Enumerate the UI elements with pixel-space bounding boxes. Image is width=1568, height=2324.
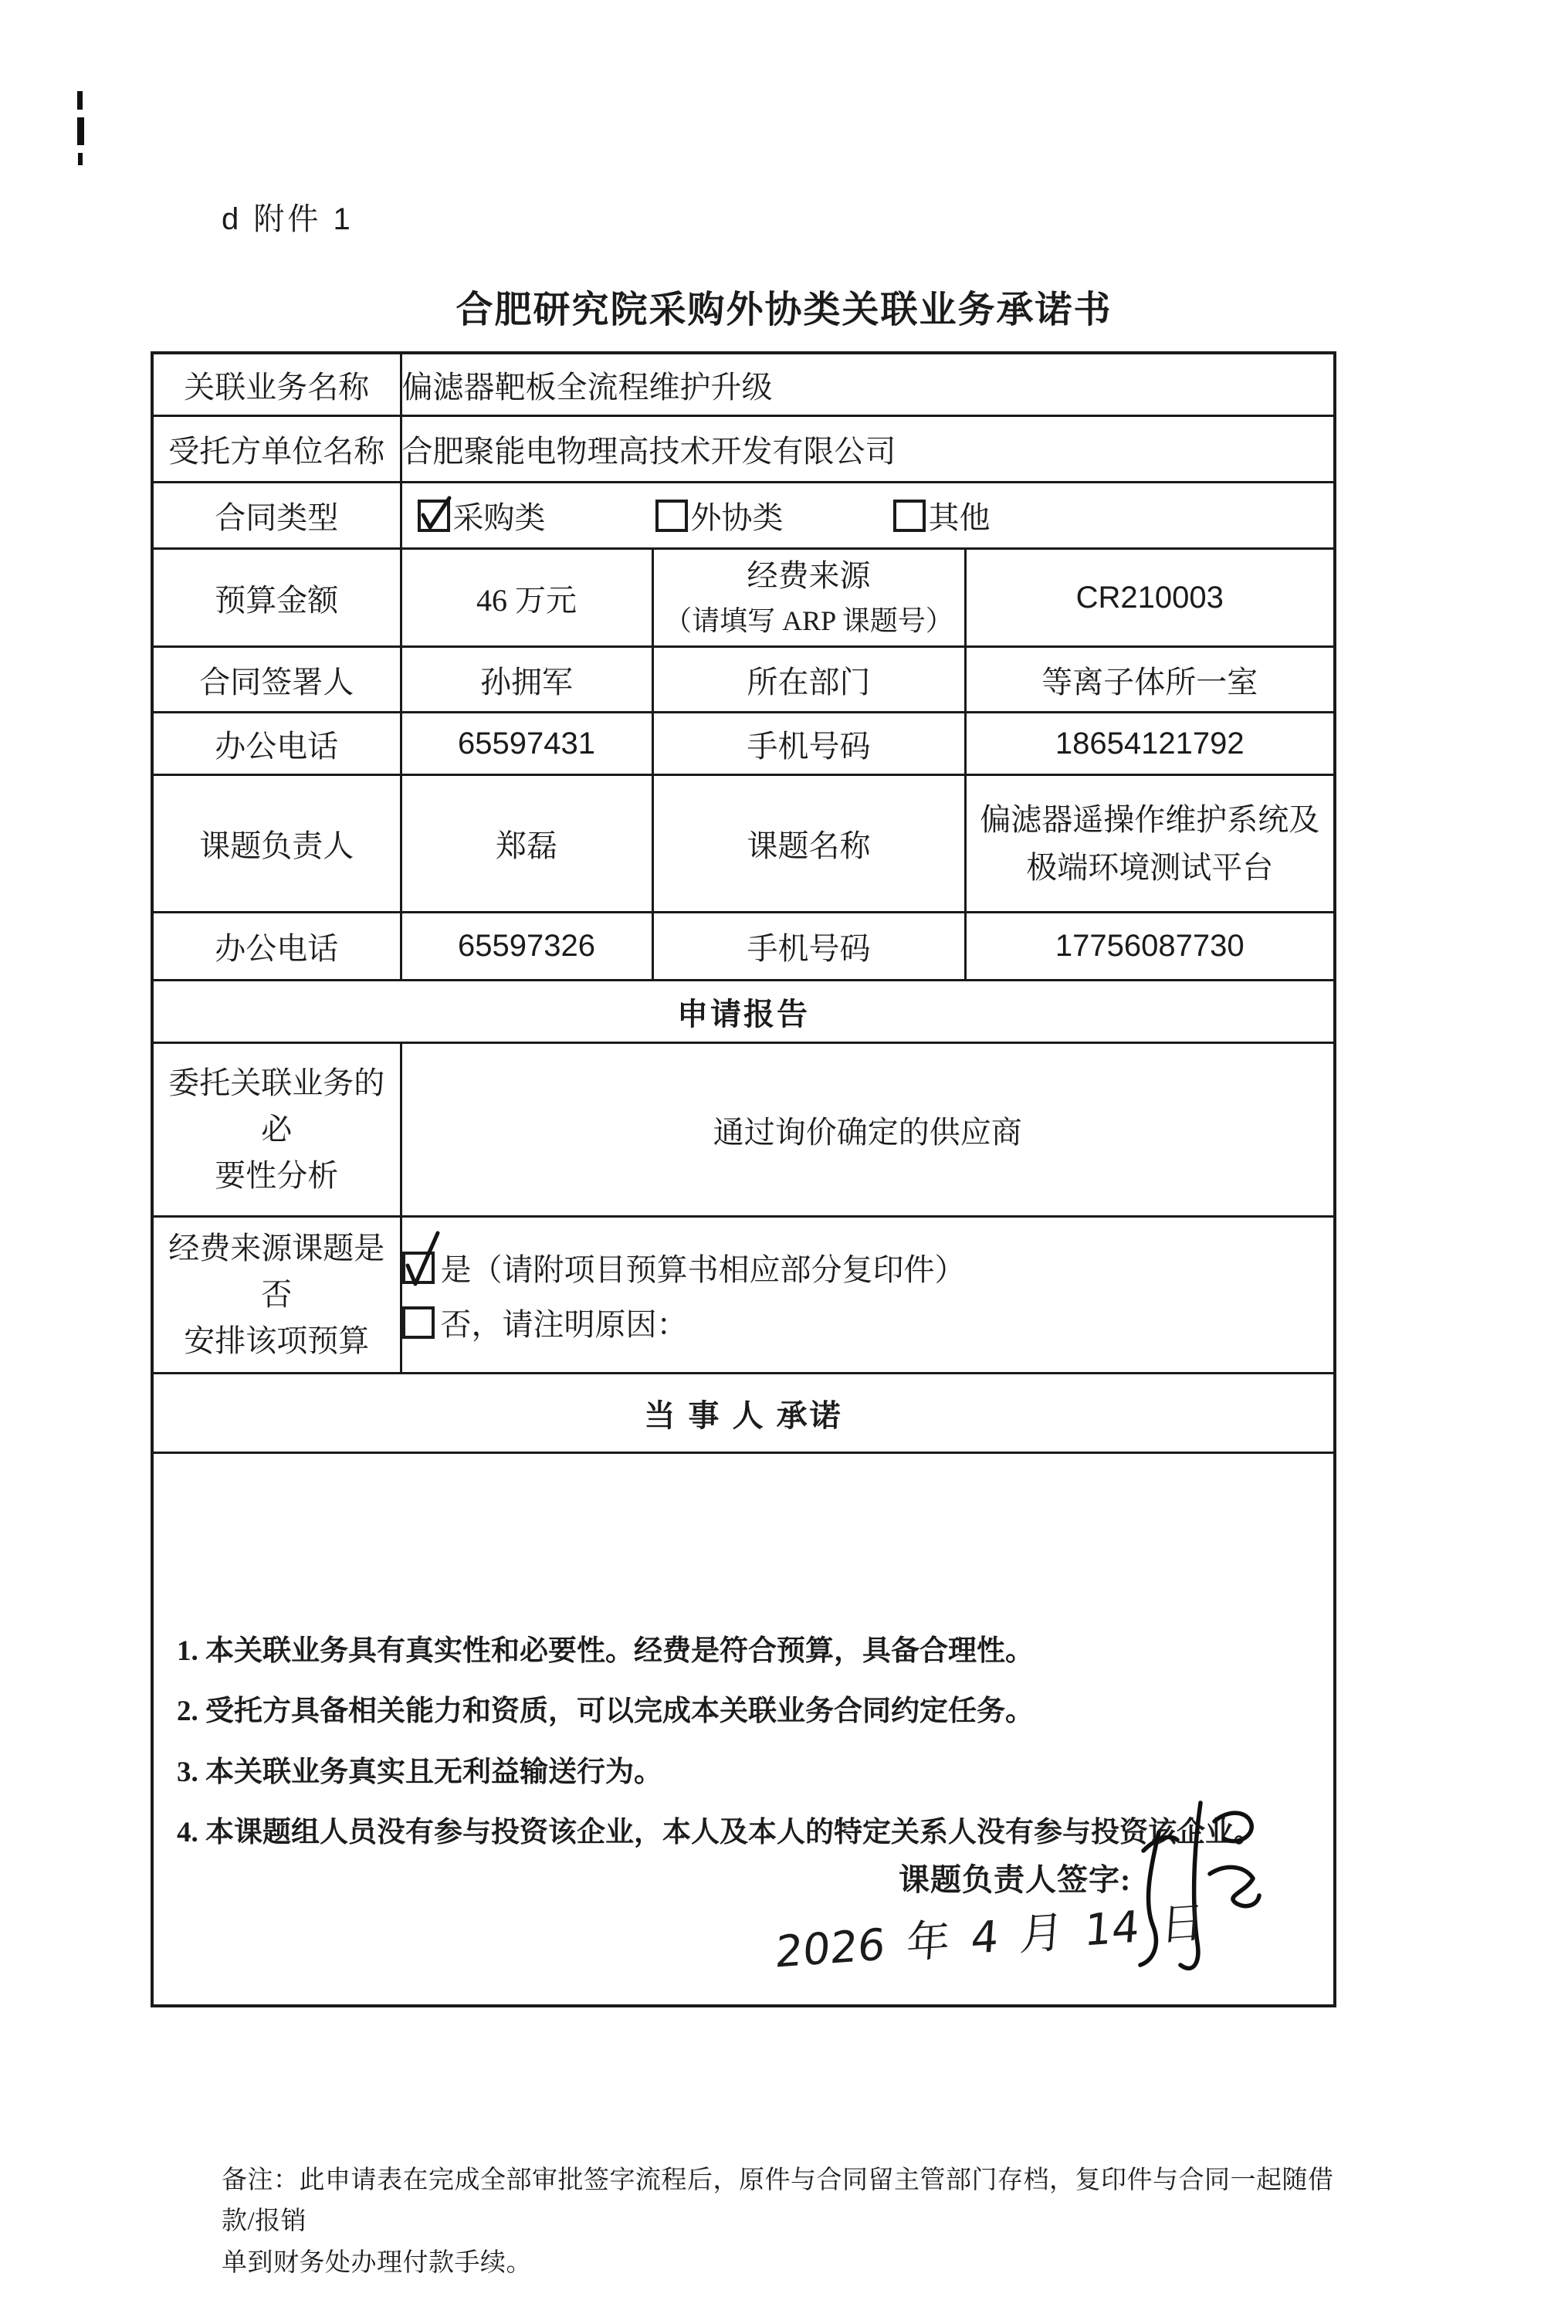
checkbox-outsourcing-icon — [655, 500, 688, 532]
check-mark-icon — [418, 495, 455, 534]
mobile-signer-value: 18654121792 — [965, 713, 1335, 775]
mobile-signer-label: 手机号码 — [652, 713, 965, 775]
footer-note-line2: 单到财务处办理付款手续。 — [222, 2248, 532, 2277]
budget-arranged-label — [152, 1217, 401, 1374]
contract-type-options — [401, 483, 1335, 549]
row-contract-signer — [152, 647, 1335, 713]
scan-artifact — [77, 117, 84, 145]
project-name-line1: 偏滤器遥操作维护系统及 — [980, 801, 1320, 837]
option-other — [893, 493, 991, 537]
row-section-party-commitment — [152, 1374, 1335, 1453]
budget-amount-label: 预算金额 — [152, 549, 401, 647]
commitment-item-2: 2. 受托方具备相关能力和资质，可以完成本关联业务合同约定任务。 — [177, 1696, 1034, 1728]
necessity-value: 通过询价确定的供应商 — [401, 1043, 1335, 1217]
budget-arranged-yes-label: 是（请附项目预算书相应部分复印件） — [440, 1252, 966, 1287]
footer-note — [222, 2160, 1364, 2284]
contract-type-label: 合同类型 — [152, 483, 401, 549]
scan-artifact — [77, 91, 83, 110]
project-name-value — [965, 775, 1335, 913]
funding-source-label-line2: （请填写 ARP 课题号） — [664, 605, 953, 637]
row-necessity — [152, 1043, 1335, 1217]
row-contract-type — [152, 483, 1335, 549]
budget-arranged-yes — [402, 1245, 1334, 1289]
funding-source-label-line1: 经费来源 — [747, 558, 871, 594]
option-other-label: 其他 — [928, 500, 991, 535]
attachment-label: d 附件 1 — [222, 202, 354, 236]
check-mark-icon — [402, 1228, 444, 1289]
scan-artifact — [78, 153, 83, 165]
office-phone-signer-value: 65597431 — [401, 713, 652, 775]
option-outsourcing-label: 外协类 — [690, 500, 784, 535]
department-value: 等离子体所一室 — [965, 647, 1335, 713]
commitments-cell — [152, 1453, 1335, 2007]
department-label: 所在部门 — [652, 647, 965, 713]
row-leader-phones — [152, 913, 1335, 981]
signature-label: 课题负责人签字: — [899, 1862, 1132, 1897]
budget-amount-value: 46 万元 — [401, 549, 652, 647]
budget-arranged-label-line1: 经费来源课题是否 — [168, 1231, 385, 1312]
row-trustee-unit — [152, 416, 1335, 483]
office-phone-leader-value: 65597326 — [401, 913, 652, 981]
checkbox-other-icon — [893, 500, 926, 532]
funding-source-label — [652, 549, 965, 647]
row-signer-phones — [152, 713, 1335, 775]
budget-arranged-label-line2: 安排该项预算 — [184, 1323, 370, 1358]
budget-arranged-no — [402, 1300, 1334, 1344]
contract-signer-label: 合同签署人 — [152, 647, 401, 713]
row-related-business — [152, 353, 1335, 416]
contract-signer-value: 孙拥军 — [401, 647, 652, 713]
project-leader-value: 郑磊 — [401, 775, 652, 913]
application-report-header: 申请报告 — [152, 981, 1335, 1043]
trustee-unit-label: 受托方单位名称 — [152, 416, 401, 483]
row-budget-funding — [152, 549, 1335, 647]
related-business-label: 关联业务名称 — [152, 353, 401, 416]
office-phone-signer-label: 办公电话 — [152, 713, 401, 775]
office-phone-leader-label: 办公电话 — [152, 913, 401, 981]
necessity-label — [152, 1043, 401, 1217]
checkbox-yes-checked-icon — [402, 1252, 435, 1284]
budget-arranged-options — [401, 1217, 1335, 1374]
commitment-form-table — [151, 351, 1336, 2007]
option-purchase-label: 采购类 — [452, 500, 546, 535]
page-title: 合肥研究院采购外协类关联业务承诺书 — [455, 290, 1113, 330]
row-section-application-report — [152, 981, 1335, 1043]
row-project-leader — [152, 775, 1335, 913]
commitment-item-3: 3. 本关联业务真实且无利益输送行为。 — [177, 1756, 662, 1788]
project-name-line2: 极端环境测试平台 — [1026, 849, 1274, 885]
checkbox-purchase-checked-icon — [418, 500, 450, 532]
mobile-leader-value: 17756087730 — [965, 913, 1335, 981]
budget-arranged-no-label: 否，请注明原因： — [440, 1307, 688, 1342]
handwritten-date: 2026 年 4 月 14 日 — [774, 1897, 1206, 1978]
necessity-label-line2: 要性分析 — [215, 1158, 339, 1193]
option-outsourcing — [655, 493, 784, 537]
row-budget-arranged — [152, 1217, 1335, 1374]
mobile-leader-label: 手机号码 — [652, 913, 965, 981]
project-name-label: 课题名称 — [652, 775, 965, 913]
project-leader-label: 课题负责人 — [152, 775, 401, 913]
checkbox-no-icon — [402, 1306, 435, 1339]
commitment-item-4: 4. 本课题组人员没有参与投资该企业，本人及本人的特定关系人没有参与投资该企业。 — [177, 1816, 1262, 1848]
trustee-unit-value: 合肥聚能电物理高技术开发有限公司 — [401, 416, 1335, 483]
option-purchase — [418, 493, 546, 537]
related-business-value: 偏滤器靶板全流程维护升级 — [401, 353, 1335, 416]
party-commitment-header: 当 事 人 承诺 — [152, 1374, 1335, 1453]
commitment-item-1: 1. 本关联业务具有真实性和必要性。经费是符合预算，具备合理性。 — [177, 1635, 1034, 1667]
footer-note-line1: 备注：此申请表在完成全部审批签字流程后，原件与合同留主管部门存档，复印件与合同一起随借款/报销 — [222, 2166, 1334, 2236]
funding-source-value: CR210003 — [965, 549, 1335, 647]
row-commitments-signature — [152, 1453, 1335, 2007]
necessity-label-line1: 委托关联业务的必 — [168, 1065, 385, 1147]
